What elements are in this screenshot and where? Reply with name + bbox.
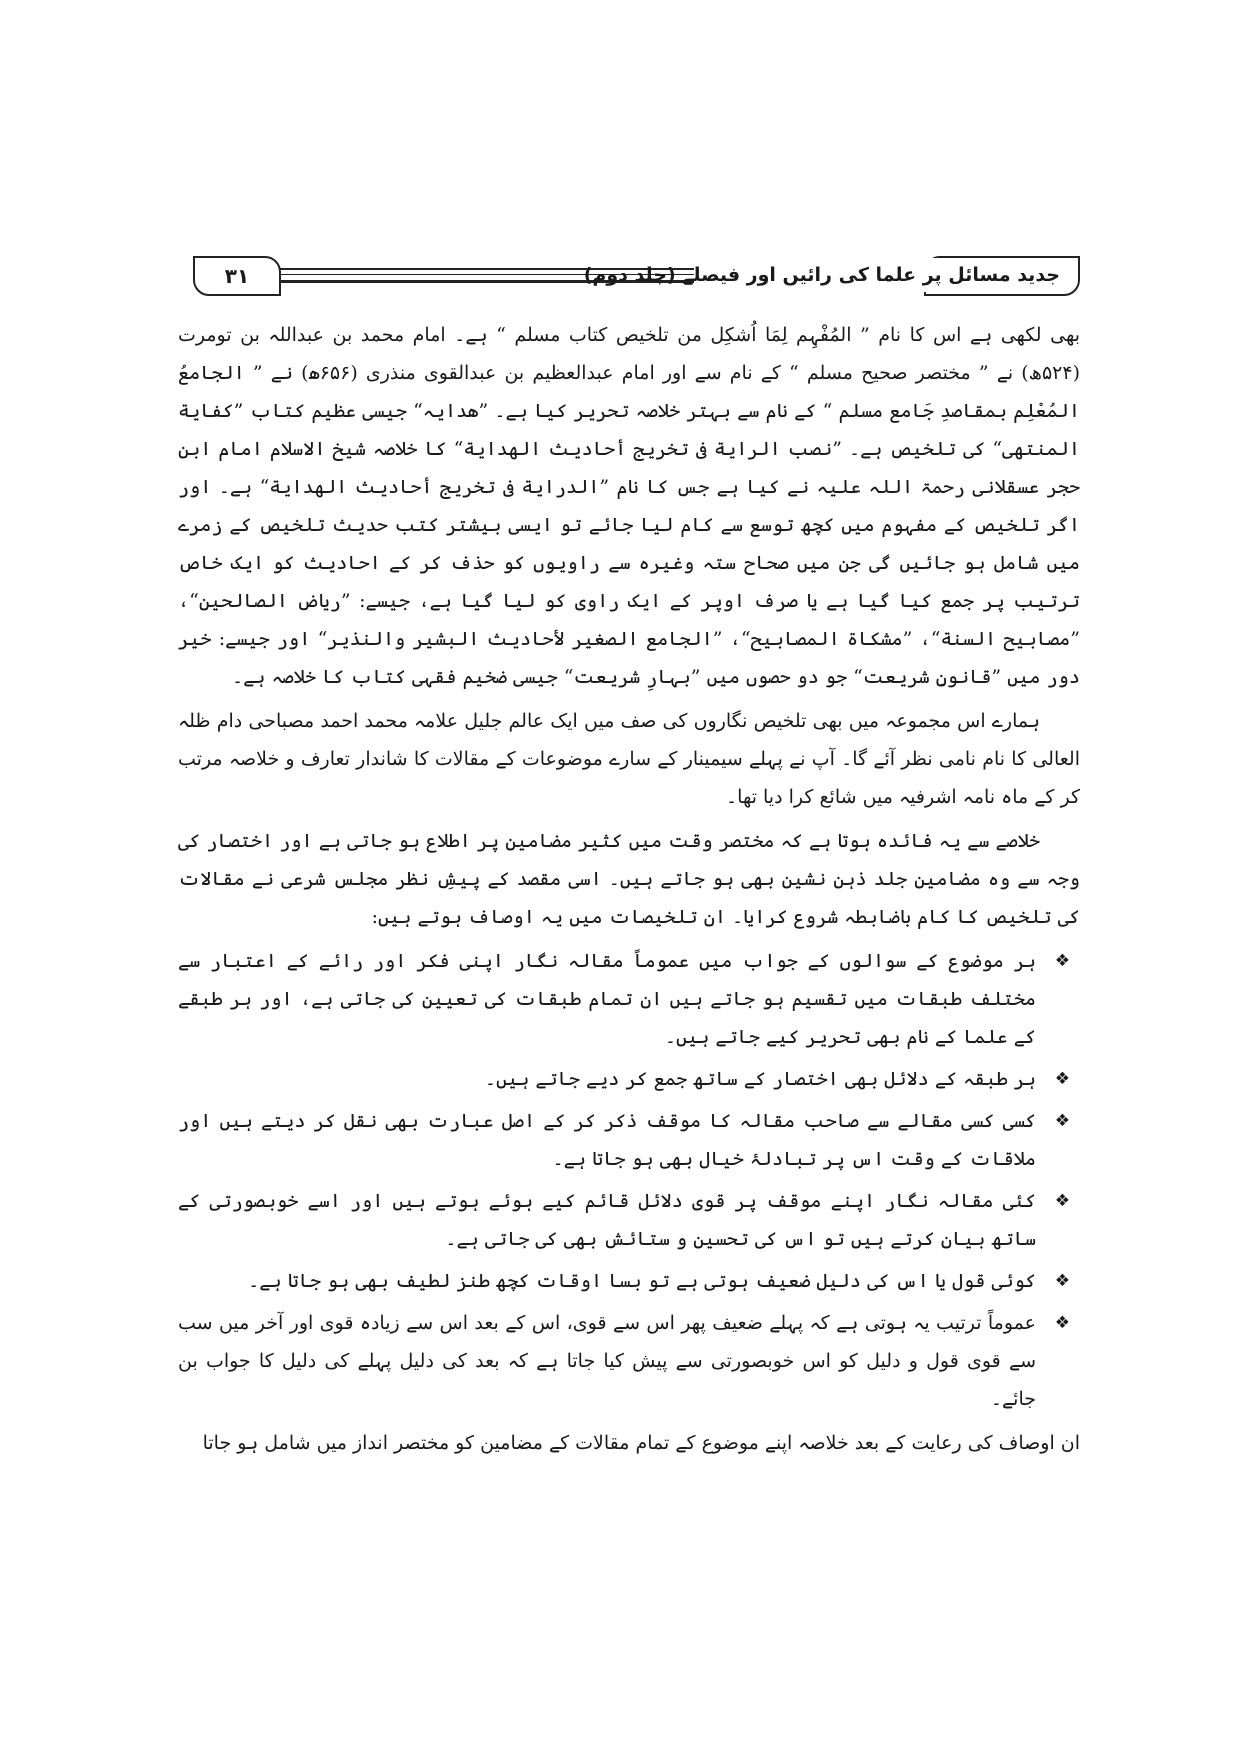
diamond-bullet-icon: ❖ [1054,1111,1070,1131]
list-item [178,942,1080,1056]
list-item-text: کسی کسی مقالے سے صاحب مقالہ کا موقف ذکر کر کے اصل عبارت بھی نقل کر دیتے ہیں اور ملاقات کے وقت اس پر تبادلۂ خیال بھی ہو جاتا ہے۔ [178,1110,1036,1170]
page-number: ۳۱ [193,256,281,296]
diamond-bullet-icon: ❖ [1054,1271,1070,1291]
list-item [178,1262,1080,1300]
page-body [178,316,1080,1462]
list-item-text: ہر طبقہ کے دلائل بھی اختصار کے ساتھ جمع کر دیے جاتے ہیں۔ [484,1068,1036,1090]
paragraph-2: ہمارے اس مجموعہ میں بھی تلخیص نگاروں کی صف میں ایک عالم جلیل علامہ محمد احمد مصباحی دام ظلہ العالی کا نام نامی نظر آئے گا۔ آپ نے پہلے سیمینار کے سارے موضوعات کے مقالات کا شاندار تعارف و خلاصہ مرتب کر کے ماہ نامہ اشرفیہ میں شائع کرا دیا تھا۔ [178,710,1080,808]
running-title: جدید مسائل پر علما کی رائیں اور فیصلے (جلد دوم) [694,258,1066,292]
diamond-bullet-icon: ❖ [1054,1069,1070,1089]
diamond-bullet-icon: ❖ [1054,951,1070,971]
paragraph-3: خلاصے سے یہ فائدہ ہوتا ہے کہ مختصر وقت میں کثیر مضامین پر اطلاع ہو جاتی ہے اور اختصار کی وجہ سے وہ مضامین جلد ذہن نشین بھی ہو جاتے ہیں۔ اسی مقصد کے پیشِ نظر مجلس شرعی نے مقالات کی تلخیص کا کام باضابطہ شروع کرایا۔ ان تلخیصات میں یہ اوصاف ہوتے ہیں: [178,830,1080,928]
list-item [178,1304,1080,1418]
diamond-bullet-icon: ❖ [1054,1313,1070,1333]
list-item-text: کوئی قول یا اس کی دلیل ضعیف ہوتی ہے تو بسا اوقات کچھ طنز لطیف بھی ہو جاتا ہے۔ [248,1270,1036,1292]
list-item [178,1182,1080,1258]
list-item-text: ہر موضوع کے سوالوں کے جواب میں عموماً مقالہ نگار اپنی فکر اور رائے کے اعتبار سے مختلف طبقات میں تقسیم ہو جاتے ہیں ان تمام طبقات کی تعیین کی جاتی ہے، اور ہر طبقے کے علما کے نام بھی تحریر کیے جاتے ہیں۔ [178,950,1036,1048]
closing-paragraph: ان اوصاف کی رعایت کے بعد خلاصہ اپنے موضوع کے تمام مقالات کے مضامین کو مختصر انداز میں شامل ہو جاتا [202,1432,1080,1454]
list-item-text: عموماً ترتیب یہ ہوتی ہے کہ پہلے ضعیف پھر اس سے قوی، اس کے بعد اس سے زیادہ قوی اور آخر میں سب سے قوی قول و دلیل کو اس خوبصورتی سے پیش کیا جاتا ہے کہ بعد کی دلیل پہلے کی دلیل کا جواب بن جائے۔ [178,1312,1036,1410]
paragraph-1: بھی لکھی ہے اس کا نام ” المُفْہِم لِمَا اُشکِل من تلخیص کتاب مسلم “ ہے۔ امام محمد بن عبداللہ بن تومرت (۵۲۴ھ) نے ” مختصر صحیح مسلم “ کے نام سے اور امام عبدالعظیم بن عبدالقوی منذری (۶۵۶ھ) نے ” الجامعُ المُعْلِم بمقاصدِ جَامع مسلم “ کے نام سے بہتر خلاصہ تحریر کیا ہے۔ ”ھدایہ“ جیسی عظیم کتاب ”کفایة المنتھی“ کی تلخیص ہے۔ ”نصب الرایة فی تخریج أحادیث الھدایة“ کا خلاصہ شیخ الاسلام امام ابن حجر عسقلانی رحمۃ اللہ علیہ نے کیا ہے جس کا نام ”الدرایة فی تخریج أحادیث الھدایة“ ہے۔ اور اگر تلخیص کے مفہوم میں کچھ توسع سے کام لیا جائے تو ایسی بیشتر کتب حدیث تلخیص کے زمرے میں شامل ہو جائیں گی جن میں صحاح ستہ وغیرہ سے راویوں کو حذف کر کے احادیث کو ایک خاص ترتیب پر جمع کیا گیا ہے یا صرف اوپر کے ایک راوی کو لیا گیا ہے، جیسے: ”ریاض الصالحین“، ”مصابیح السنة“، ”مشکاۃ المصابیح“، ”الجامع الصغیر لأحادیث البشیر والنذیر“ اور جیسے: خیر دور میں ”قانونِ شریعت“ جو دو حصوں میں ”بہارِ شریعت“ جیسی ضخیم فقہی کتاب کا خلاصہ ہے۔ [178,324,1080,688]
features-list [178,942,1080,1418]
list-item [178,1060,1080,1098]
list-item-text: کئی مقالہ نگار اپنے موقف پر قوی دلائل قائم کیے ہوئے ہوتے ہیں اور اسے خوبصورتی کے ساتھ بیان کرتے ہیں تو اس کی تحسین و ستائش بھی کی جاتی ہے۔ [178,1190,1036,1250]
diamond-bullet-icon: ❖ [1054,1191,1070,1211]
list-item [178,1102,1080,1178]
page-header [193,256,1080,306]
